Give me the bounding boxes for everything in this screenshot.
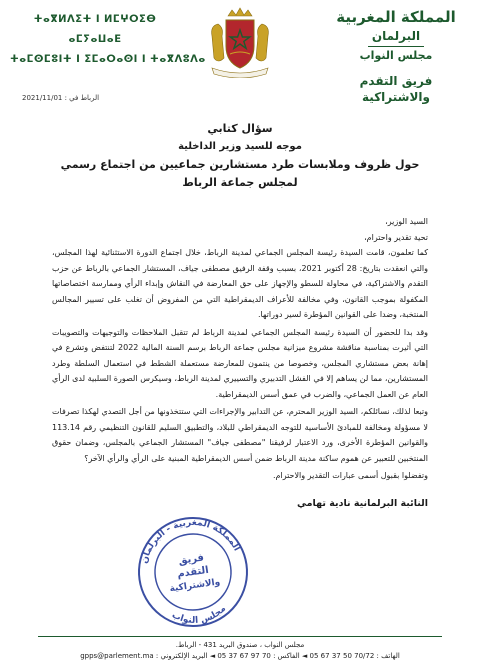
footer — [30, 640, 450, 662]
title-written-question: سؤال كتابي — [207, 122, 273, 135]
official-stamp-icon — [128, 512, 258, 632]
stamp-inner-2: التقدم — [176, 564, 210, 581]
signature-name: النائبة البرلمانية نادية تهامي — [297, 498, 428, 509]
tifinagh-line-1: ⵜⴰⴳⵍⴷⵉⵜ ⵏ ⵍⵎⵖⵔⵉⴱ — [33, 14, 157, 25]
kingdom-name: المملكة المغربية — [336, 8, 456, 26]
title-subject: حول ظروف وملابسات طرد مستشارين جماعيين من اجتماع رسمي — [60, 158, 420, 171]
footer-divider — [38, 636, 442, 637]
letter-titles — [40, 120, 440, 192]
team-name: فريق التقدم والاشتراكية — [359, 74, 433, 104]
salutation: السيد الوزير، — [385, 217, 428, 226]
letter-date: الرباط في : 2021/11/01 — [22, 94, 100, 102]
coat-of-arms-icon — [206, 6, 274, 78]
letter-body — [52, 214, 428, 486]
tifinagh-line-3: ⵜⴰⵎⵙⵎⵓⵏⵜ ⵏ ⵉⵎⴰⵔⴰⵙⵏ ⵏ ⵜⴰⴳⴷⵓⴷⴰ — [10, 54, 206, 65]
header-arabic — [326, 8, 466, 105]
title-subject-2: لمجلس جماعة الرباط — [182, 176, 298, 189]
stamp-outer-text: المملكة المغربية - البرلمان — [139, 517, 242, 565]
greeting: تحية تقدير واحترام، — [364, 232, 428, 242]
footer-contacts: الهاتف : 70/72 50 37 67 05 ◄ الفاكس : 70 97 67 37 05 ◄ البريد الإلكتروني : gpps@parlement.ma — [80, 652, 400, 660]
stamp-bottom-text: مجلس النواب — [170, 603, 229, 626]
house-name: مجلس النواب — [359, 49, 433, 62]
stamp-inner-1: فريق — [177, 552, 205, 567]
paragraph-1: كما تعلمون، قامت السيدة رئيسة المجلس الجماعي لمدينة الرباط، خلال اجتماع الدورة الاستثنائية لهذا المجلس، والتي انعقدت بتاريخ: 28 أكتوبر 2021، بسبب وقفة الرفيق مصطفى جياف، المستشار الجماعي بالرباط عن حزب التقدم والاشتراكية، في محاولة للسطو والإجهاز على حق المعارضة في النقاش وإبداء الرأي وممارسة اختصاصاتها المكفولة بموجب القانون، وفي مخالفة للأعراف الديمقراطية التي من المفروض أن تغلب على تسيير المجالس المنتخبة، وضدا على القوانين المؤطرة لسير دوراتها. — [52, 248, 428, 319]
paragraph-3: وتبعا لذلك، نسائلكم، السيد الوزير المحترم، عن التدابير والإجراءات التي ستتخذونها من أجل التصدي لهكذا تصرفات لا مسؤولة ومخالفة للمبادئ الأساسية للتوجه الديمقراطي للبلاد، والتطبيق السليم للقانون التنظيمي رقم 113.14 والقوانين المؤطرة الأخرى، ورد الاعتبار لرفيقنا "مصطفى جياف" المستشار الجماعي بالمجلس، وضمان حقوق المنتخبين للتعبير عن هموم ساكنة مدينة الرباط ضمن أسس الديمقراطية المبنية على الرأي والرأي الآخر؟ — [52, 407, 428, 463]
tifinagh-line-2: ⴰⵎⵢⴰⵡⴰⴹ — [68, 34, 122, 45]
header-underline — [368, 46, 424, 47]
parliament-name: البرلمان — [371, 29, 421, 43]
header-tifinagh — [10, 10, 206, 70]
closing: وتفضلوا بقبول أسمى عبارات التقدير والاحترام. — [273, 471, 428, 480]
stamp-inner-3: والاشتراكية — [169, 577, 221, 595]
title-addressee: موجه للسيد وزير الداخلية — [178, 141, 302, 152]
paragraph-2: وقد بدا للحضور أن السيدة رئيسة المجلس الجماعي لمدينة الرباط لم تتقبل الملاحظات والتوجيهات والتصويبات التي أثيرت بمناسبة مناقشة مشروع ميزانية مجلس جماعة الرباط برسم السنة المالية 2022 لتنتفض وتشرع في إهانة بعض مستشاري المجلس، وخصوصا من ينتمون للمعارضة مستعملة الشطط في استعمال السلطة وطرد المستشارين، مما لن يساهم إلا في الفشل التدبيري والتسييري لمدينة الرباط، وسيكرس الصورة السلبية لدى الرأي العام عن العمل الجماعي، والضرب في عمق أسس الديمقراطية. — [52, 327, 428, 399]
footer-address: مجلس النواب ، صندوق البريد 431 - الرباط. — [175, 641, 305, 649]
